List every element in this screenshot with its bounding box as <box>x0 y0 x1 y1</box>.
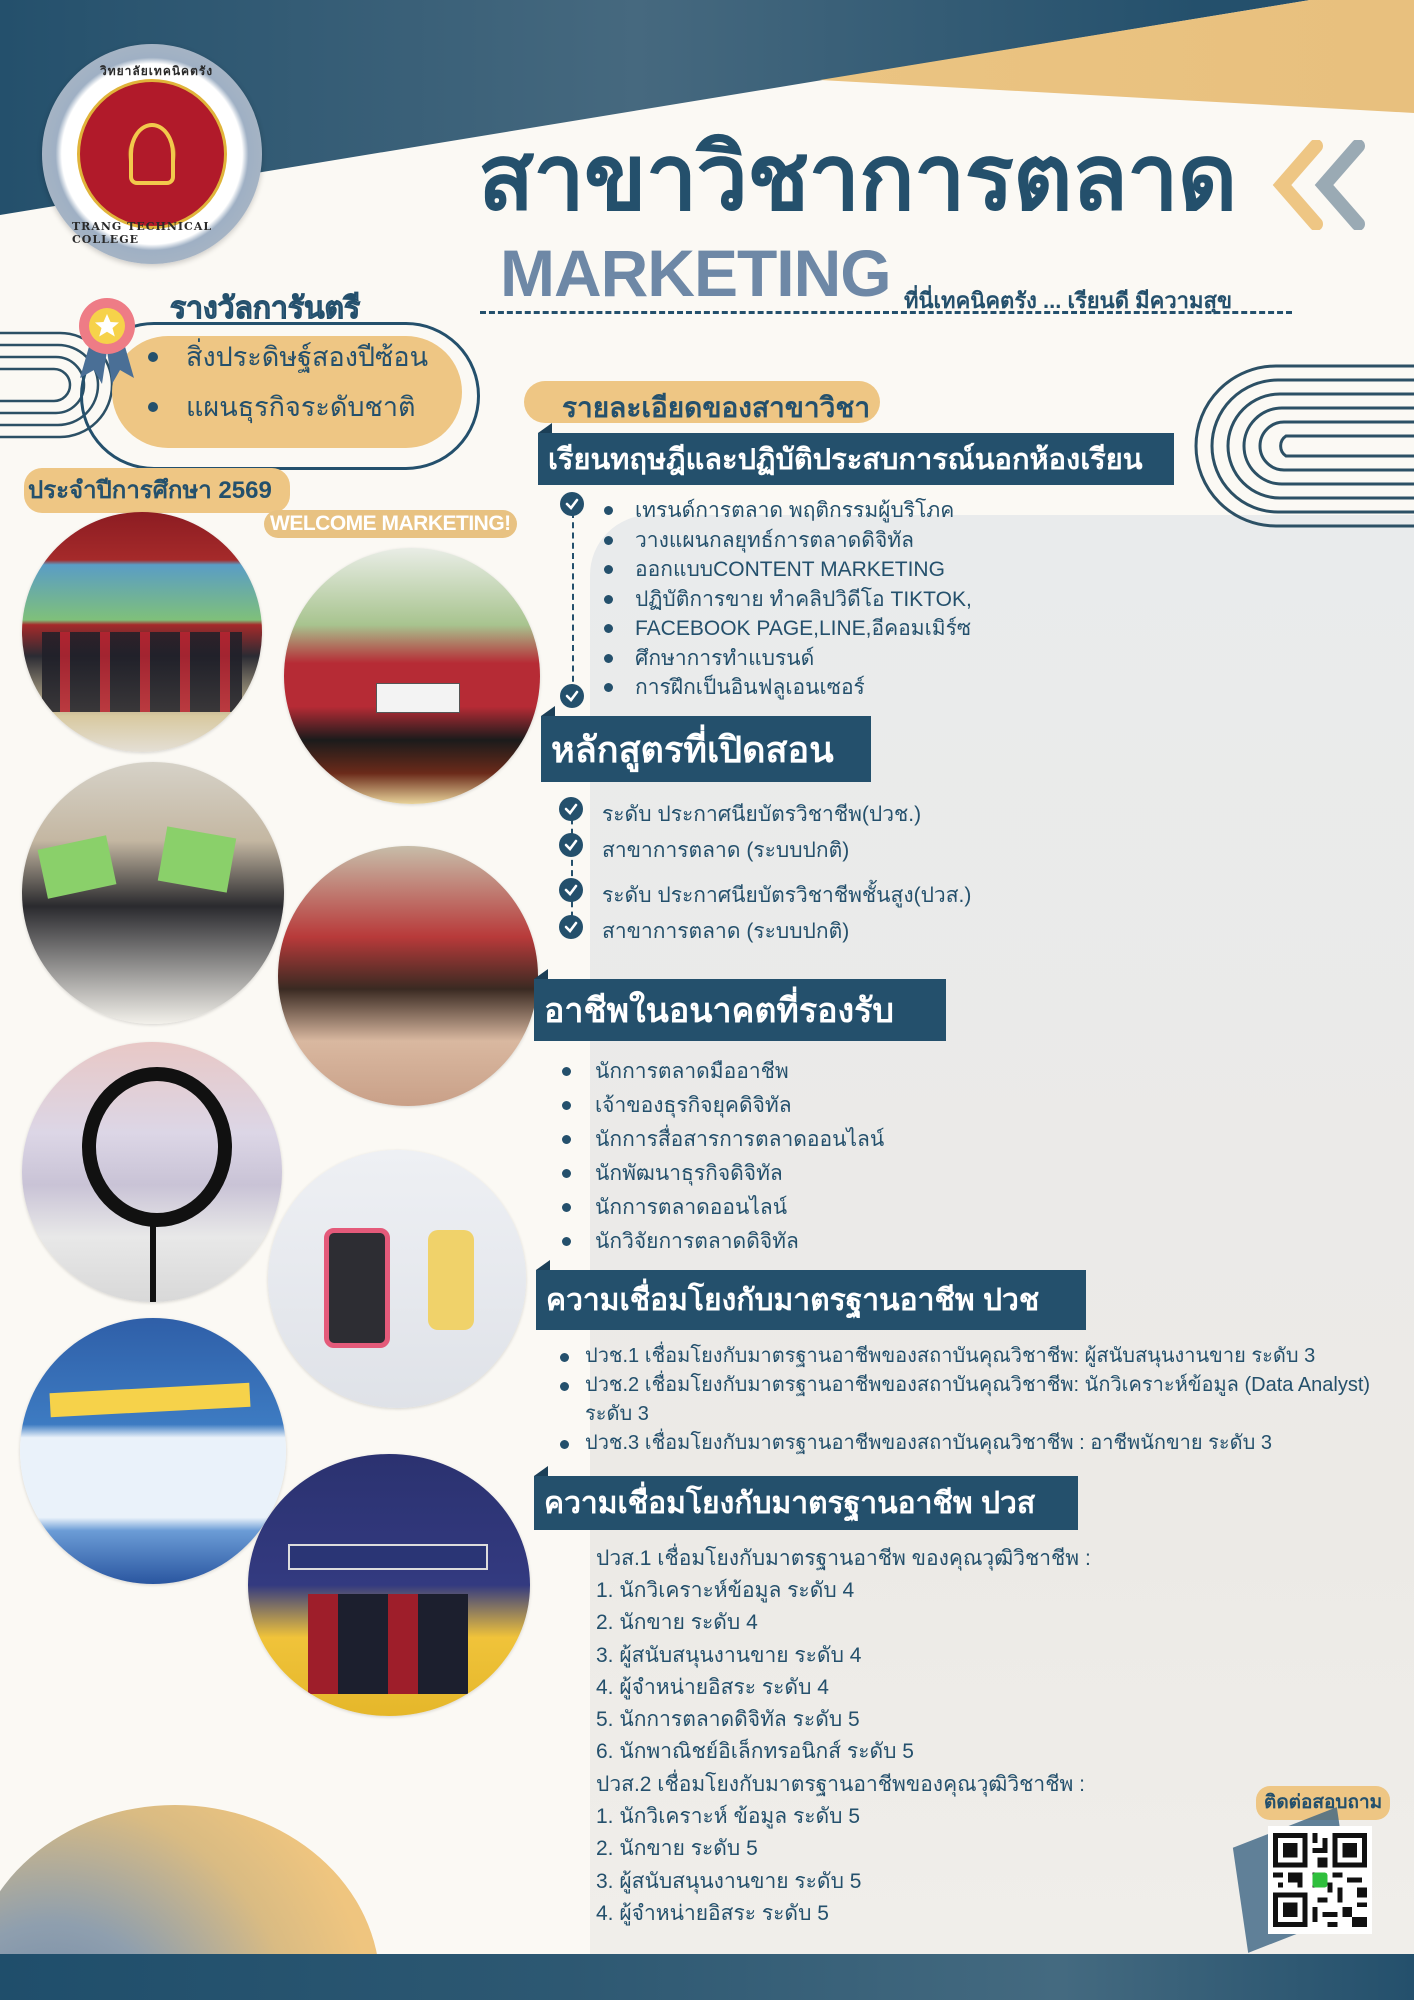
competition-group-photo <box>22 512 262 752</box>
list-item: ระดับ ประกาศนียบัตรวิชาชีพชั้นสูง(ปวส.) <box>602 884 972 907</box>
list-item: นักการตลาดมืออาชีพ <box>562 1054 884 1088</box>
list-item: เทรนด์การตลาด พฤติกรรมผู้บริโภค <box>604 496 972 526</box>
list-item: 3. ผู้สนับสนุนงานขาย ระดับ 4 <box>596 1643 862 1667</box>
list-item: 4. ผู้จำหน่ายอิสระ ระดับ 5 <box>596 1901 829 1925</box>
pvs-standards-list <box>596 1542 1091 1930</box>
college-logo <box>42 44 262 264</box>
chevron-left-icon <box>1310 140 1370 230</box>
list-item: ศึกษาการทำแบรนด์ <box>604 644 972 674</box>
medal-icon <box>74 296 140 386</box>
invention-contest-banner-photo <box>20 1318 286 1584</box>
contact-label: ติดต่อสอบถาม <box>1256 1786 1390 1820</box>
study-section-title: เรียนทฤษฎีและปฏิบัติประสบการณ์นอกห้องเรียน <box>538 433 1174 485</box>
college-emblem-icon <box>77 79 227 229</box>
list-item: FACEBOOK PAGE,LINE,อีคอมเมิร์ซ <box>604 614 972 644</box>
check-circle-icon <box>560 684 584 708</box>
list-item: ระดับ ประกาศนียบัตรวิชาชีพ(ปวช.) <box>602 803 922 826</box>
careers-section-title: อาชีพในอนาคตที่รองรับ <box>534 979 946 1041</box>
list-item: การฝึกเป็นอินฟลูเอนเซอร์ <box>604 673 972 703</box>
awards-title: รางวัลการันตรี <box>170 292 361 325</box>
list-item: ออกแบบCONTENT MARKETING <box>604 555 972 585</box>
list-item: นักวิจัยการตลาดดิจิทัล <box>562 1224 884 1258</box>
careers-list <box>562 1054 884 1258</box>
marketing-booth-photo <box>284 548 540 804</box>
check-circle-icon <box>559 797 583 821</box>
timeline-connector <box>572 512 574 692</box>
list-item: นักการตลาดออนไลน์ <box>562 1190 884 1224</box>
timeline-connector <box>571 808 573 928</box>
pvc-standards-section-title: ความเชื่อมโยงกับมาตรฐานอาชีพ ปวช <box>536 1270 1086 1330</box>
list-item: สาขาการตลาด (ระบบปกติ) <box>602 839 850 862</box>
list-item: ปวช.3 เชื่อมโยงกับมาตรฐานอาชีพของสถาบันคุณวิชาชีพ : อาชีพนักขาย ระดับ 3 <box>560 1429 1405 1458</box>
award-item: แผนธุรกิจระดับชาติ <box>148 382 428 432</box>
line-qr-code-icon[interactable] <box>1268 1826 1372 1934</box>
decorative-arc-lines-icon <box>1186 356 1414 534</box>
slogan: ที่นี่เทคนิคตรัง ... เรียนดี มีความสุข <box>904 288 1233 313</box>
award-item: สิ่งประดิษฐ์สองปีซ้อน <box>148 332 428 382</box>
list-item: ปวช.1 เชื่อมโยงกับมาตรฐานอาชีพของสถาบันคุณวิชาชีพ: ผู้สนับสนุนงานขาย ระดับ 3 <box>560 1342 1405 1371</box>
certificate-students-photo <box>22 762 284 1024</box>
pvs-standards-section-title: ความเชื่อมโยงกับมาตรฐานอาชีพ ปวส <box>534 1476 1078 1530</box>
list-item: นักการสื่อสารการตลาดออนไลน์ <box>562 1122 884 1156</box>
list-item: 2. นักขาย ระดับ 4 <box>596 1611 758 1635</box>
welcome-label: WELCOME MARKETING! <box>264 510 517 538</box>
award-ceremony-photo <box>248 1454 530 1716</box>
pvc-standards-list <box>560 1342 1405 1458</box>
courses-section-title: หลักสูตรที่เปิดสอน <box>541 716 871 782</box>
list-item: นักพัฒนาธุรกิจดิจิทัล <box>562 1156 884 1190</box>
list-item: 5. นักการตลาดดิจิทัล ระดับ 5 <box>596 1708 860 1732</box>
page-title-english: MARKETING <box>500 236 891 310</box>
check-circle-icon <box>560 492 584 516</box>
list-item: เจ้าของธุรกิจยุคดิจิทัล <box>562 1088 884 1122</box>
footer-bar <box>0 1954 1414 2000</box>
list-item: วางแผนกลยุทธ์การตลาดดิจิทัล <box>604 526 972 556</box>
live-streaming-photo <box>22 1042 282 1302</box>
list-item: 2. นักขาย ระดับ 5 <box>596 1837 758 1861</box>
list-item: 1. นักวิเคราะห์ ข้อมูล ระดับ 5 <box>596 1805 861 1829</box>
page-title-thai: สาขาวิชาการตลาด <box>478 127 1237 229</box>
phone-product-photo <box>268 1150 526 1408</box>
check-circle-icon <box>559 833 583 857</box>
product-display-photo <box>278 846 538 1106</box>
check-circle-icon <box>559 915 583 939</box>
logo-top-text: วิทยาลัยเทคนิคตรัง <box>100 64 214 78</box>
academic-year-label: ประจำปีการศึกษา 2569 <box>24 468 290 513</box>
check-circle-icon <box>559 878 583 902</box>
logo-bottom-text: TRANG TECHNICAL COLLEGE <box>72 220 213 246</box>
list-item: ปวส.1 เชื่อมโยงกับมาตรฐานอาชีพ ของคุณวุฒิวิชาชีพ : <box>596 1546 1091 1570</box>
awards-list <box>148 332 428 432</box>
list-item: สาขาการตลาด (ระบบปกติ) <box>602 920 850 943</box>
list-item: 4. ผู้จำหน่ายอิสระ ระดับ 4 <box>596 1675 829 1699</box>
study-topics-list <box>604 496 972 703</box>
list-item: 3. ผู้สนับสนุนงานขาย ระดับ 5 <box>596 1869 862 1893</box>
list-item: ปวส.2 เชื่อมโยงกับมาตรฐานอาชีพของคุณวุฒิวิชาชีพ : <box>596 1772 1085 1796</box>
list-item: 1. นักวิเคราะห์ข้อมูล ระดับ 4 <box>596 1578 855 1602</box>
list-item: ปฏิบัติการขาย ทำคลิปวิดีโอ TIKTOK, <box>604 585 972 615</box>
list-item: ปวช.2 เชื่อมโยงกับมาตรฐานอาชีพของสถาบันคุณวิชาชีพ: นักวิเคราะห์ข้อมูล (Data Analyst) ระดับ 3 <box>560 1371 1405 1429</box>
details-section-label: รายละเอียดของสาขาวิชา <box>562 392 871 423</box>
list-item: 6. นักพาณิชย์อิเล็กทรอนิกส์ ระดับ 5 <box>596 1740 914 1764</box>
title-divider <box>480 311 1292 314</box>
